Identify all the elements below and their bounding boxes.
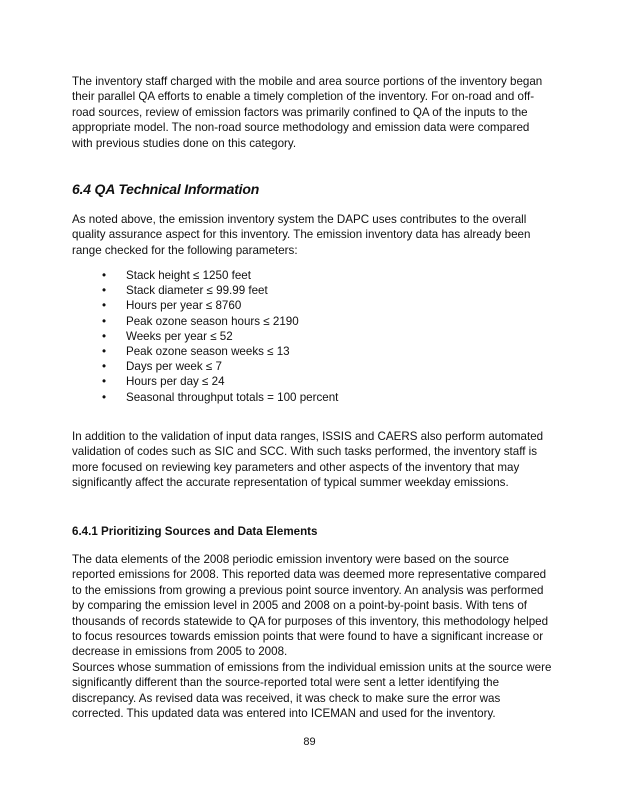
subsection-heading-6-4-1: 6.4.1 Prioritizing Sources and Data Elements — [72, 525, 318, 538]
paragraph-range-check-intro: As noted above, the emission inventory system the DAPC uses contributes to the overall quality assurance aspect for this inventory. The emission inventory data has already been range checked for the following parameters: — [72, 213, 531, 257]
bullet-icon: • — [102, 360, 107, 374]
list-item: • Hours per year ≤ 8760 — [102, 299, 242, 313]
list-item: • Stack height ≤ 1250 feet — [102, 269, 251, 282]
paragraph-discrepancy-letters: Sources whose summation of emissions from the individual emission units at the source were significantly different than the source-reported total were sent a letter identifying the discrepancy. As revised data was received, it was check to make sure the error was corrected. This updated data was entered into ICEMAN and used for the inventory. — [72, 661, 552, 721]
bullet-icon: • — [102, 375, 107, 389]
bullet-icon: • — [102, 345, 107, 359]
list-item: • Stack diameter ≤ 99.99 feet — [102, 284, 268, 298]
section-heading-6-4: 6.4 QA Technical Information — [72, 181, 260, 197]
bullet-icon: • — [102, 299, 107, 313]
paragraph-data-elements: The data elements of the 2008 periodic emission inventory were based on the source reported emissions for 2008. This reported data was deemed more representative compared to the emissions from growing a previous point source inventory. An analysis was performed by comparing the emission level in 2005 and 2008 on a point-by-point basis. With tens of thousands of records statewide to QA for purposes of this inventory, this methodology helped to focus resources towards emission points that were found to have a significant increase or decrease in emissions from 2005 to 2008. — [72, 553, 549, 659]
bullet-icon: • — [102, 314, 107, 328]
list-item: • Seasonal throughput totals = 100 percent — [102, 390, 339, 404]
list-item: • Hours per day ≤ 24 — [102, 375, 225, 389]
bullet-icon: • — [102, 284, 107, 298]
bullet-icon: • — [102, 269, 107, 282]
bullet-icon: • — [102, 390, 107, 404]
page-number: 89 — [303, 736, 316, 748]
parameter-list — [72, 268, 338, 405]
paragraph-qa-mobile-area: The inventory staff charged with the mobile and area source portions of the inventory began their parallel QA efforts to enable a timely completion of the inventory. For on-road and off-road sources, review of emission factors was primarily confined to QA of the inputs to the appropriate model. The non-road source methodology and emission data were compared with previous studies done on this category. — [72, 75, 543, 150]
paragraph-automated-validation: In addition to the validation of input data ranges, ISSIS and CAERS also perform automated validation of codes such as SIC and SCC. With such tasks performed, the inventory staff is more focused on reviewing key parameters and other aspects of the inventory that may significantly affect the accurate representation of typical summer weekday emissions. — [72, 430, 544, 490]
list-item: • Peak ozone season weeks ≤ 13 — [102, 345, 290, 359]
list-item: • Weeks per year ≤ 52 — [102, 329, 233, 343]
list-item: • Peak ozone season hours ≤ 2190 — [102, 314, 299, 328]
bullet-icon: • — [102, 329, 107, 343]
list-item: • Days per week ≤ 7 — [102, 360, 222, 374]
